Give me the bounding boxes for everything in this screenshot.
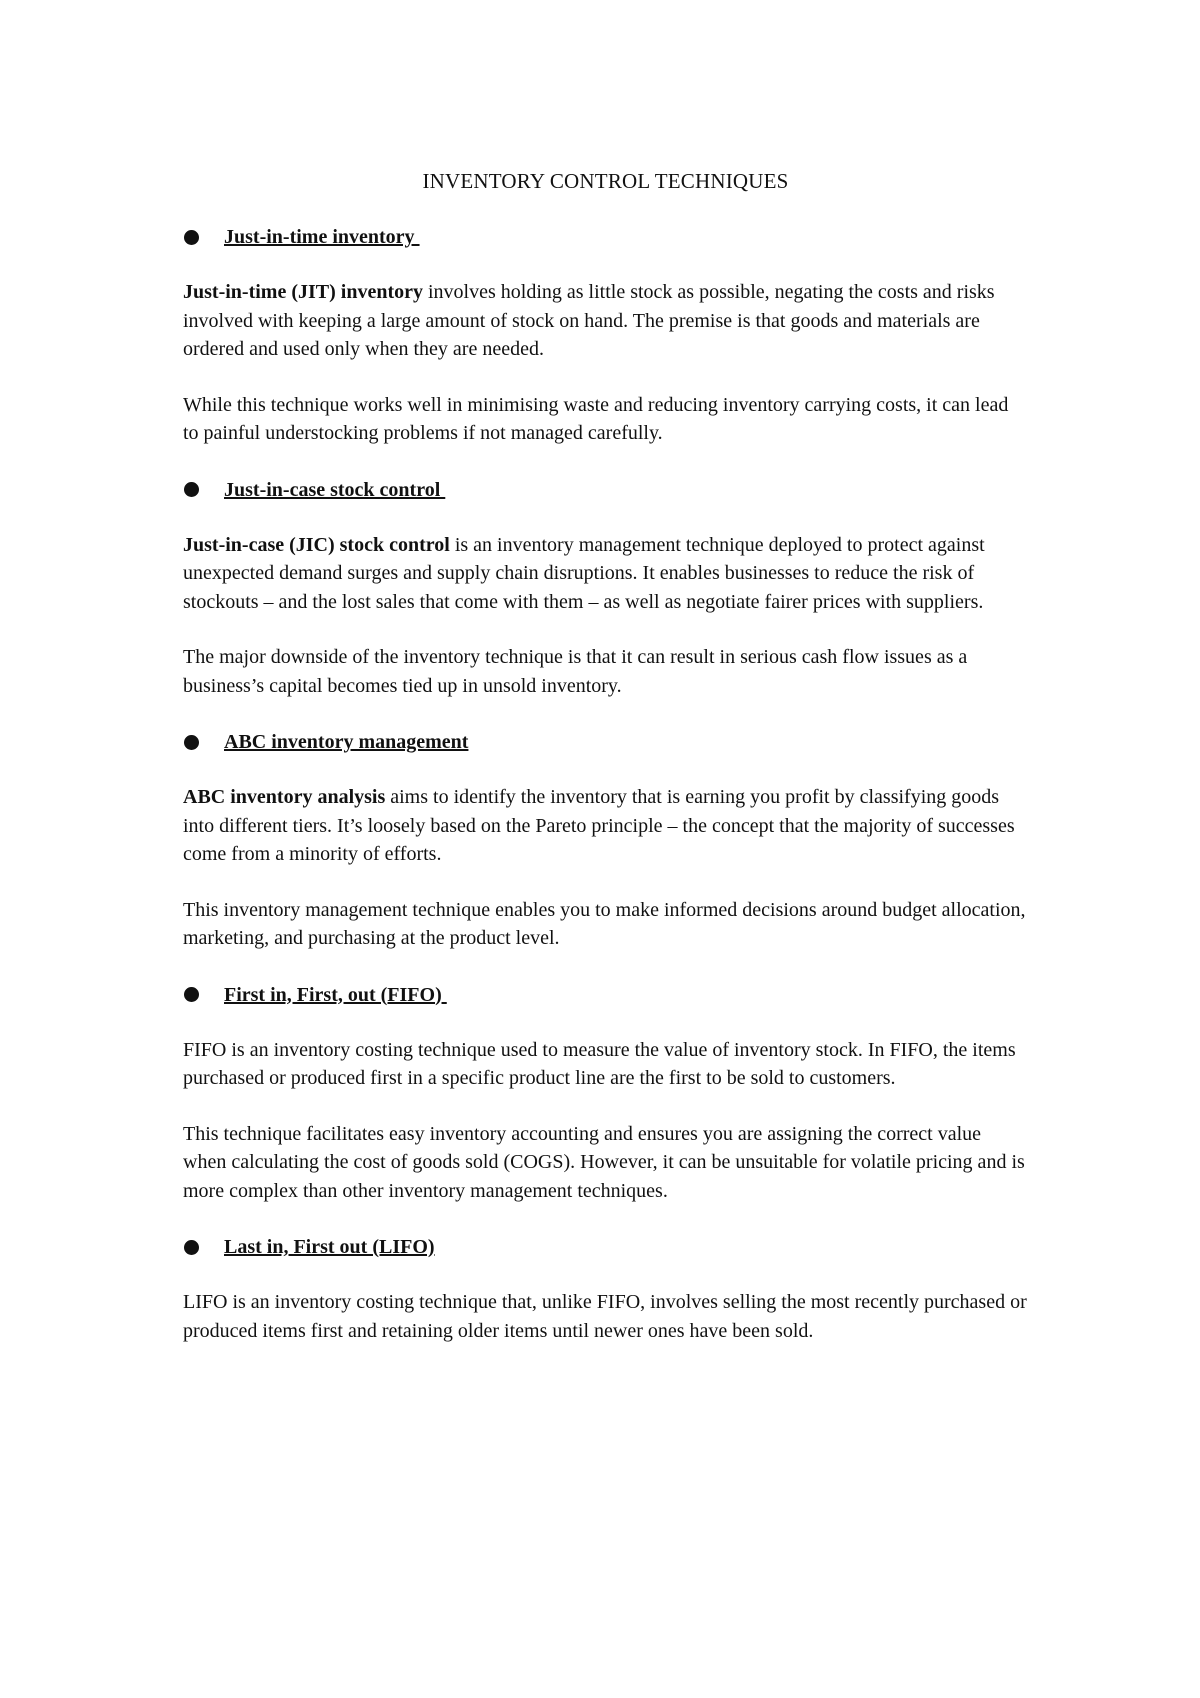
paragraph-text: While this technique works well in minimising waste and reducing inventory carrying costs, it can lead to painful understocking problems if not managed carefully.	[183, 393, 1009, 444]
paragraph	[183, 531, 1028, 617]
paragraph	[183, 896, 1028, 953]
section-lifo	[183, 1232, 1028, 1345]
section-just-in-case	[183, 475, 1028, 701]
page-title: INVENTORY CONTROL TECHNIQUES	[422, 169, 789, 193]
bold-term: ABC inventory analysis	[183, 786, 386, 808]
paragraph	[183, 783, 1028, 869]
section-heading-row	[183, 1232, 1028, 1262]
paragraph	[183, 1036, 1028, 1093]
section-heading: Just-in-time inventory	[224, 226, 420, 248]
paragraph	[183, 1120, 1028, 1206]
section-just-in-time	[183, 222, 1028, 448]
paragraph-text: This inventory management technique enables you to make informed decisions around budget allocation, marketing, and purchasing at the product level.	[183, 898, 1026, 949]
paragraph	[183, 278, 1028, 364]
section-heading-row	[183, 475, 1028, 505]
section-heading-row	[183, 222, 1028, 252]
section-heading-row	[183, 727, 1028, 757]
paragraph-text: is an inventory management technique deployed to protect against unexpected demand surges and supply chain disruptions. It enables businesses to reduce the risk of stockouts – and the lost sales that come with them – as well as negotiate fairer prices with suppliers.	[183, 533, 985, 613]
paragraph-text: This technique facilitates easy inventory accounting and ensures you are assigning the correct value when calculating the cost of goods sold (COGS). However, it can be unsuitable for volatile pricing and is more complex than other inventory management techniques.	[183, 1122, 1025, 1202]
section-heading: Last in, First out (LIFO)	[224, 1236, 435, 1258]
paragraph-text: aims to identify the inventory that is earning you profit by classifying goods into different tiers. It’s loosely based on the Pareto principle – the concept that the majority of successes come from a minority of efforts.	[183, 786, 1015, 865]
bullet-icon	[184, 987, 199, 1002]
bullet-icon	[184, 1240, 199, 1255]
section-fifo	[183, 980, 1028, 1206]
paragraph-text: involves holding as little stock as possible, negating the costs and risks involved with keeping a large amount of stock on hand. The premise is that goods and materials are ordered and used only when they are needed.	[183, 281, 995, 360]
bullet-icon	[184, 230, 199, 245]
bold-term: Just-in-time (JIT) inventory	[183, 281, 423, 303]
bullet-icon	[184, 482, 199, 497]
paragraph-text: FIFO is an inventory costing technique used to measure the value of inventory stock. In FIFO, the items purchased or produced first in a specific product line are the first to be sold to customers.	[183, 1038, 1016, 1089]
section-abc	[183, 727, 1028, 953]
paragraph-text: The major downside of the inventory technique is that it can result in serious cash flow issues as a business’s capital becomes tied up in unsold inventory.	[183, 646, 968, 697]
bullet-icon	[184, 735, 199, 750]
bold-term: Just-in-case (JIC) stock control	[183, 533, 450, 556]
paragraph-text: LIFO is an inventory costing technique that, unlike FIFO, involves selling the most recently purchased or produced items first and retaining older items until newer ones have been sold.	[183, 1291, 1027, 1342]
paragraph	[183, 643, 1028, 700]
paragraph	[183, 1288, 1028, 1345]
paragraph	[183, 391, 1028, 448]
document-body	[183, 166, 1028, 1345]
section-heading: First in, First, out (FIFO)	[224, 983, 447, 1006]
section-heading: ABC inventory management	[224, 731, 469, 753]
section-heading-row	[183, 980, 1028, 1010]
section-heading: Just-in-case stock control	[224, 478, 446, 501]
